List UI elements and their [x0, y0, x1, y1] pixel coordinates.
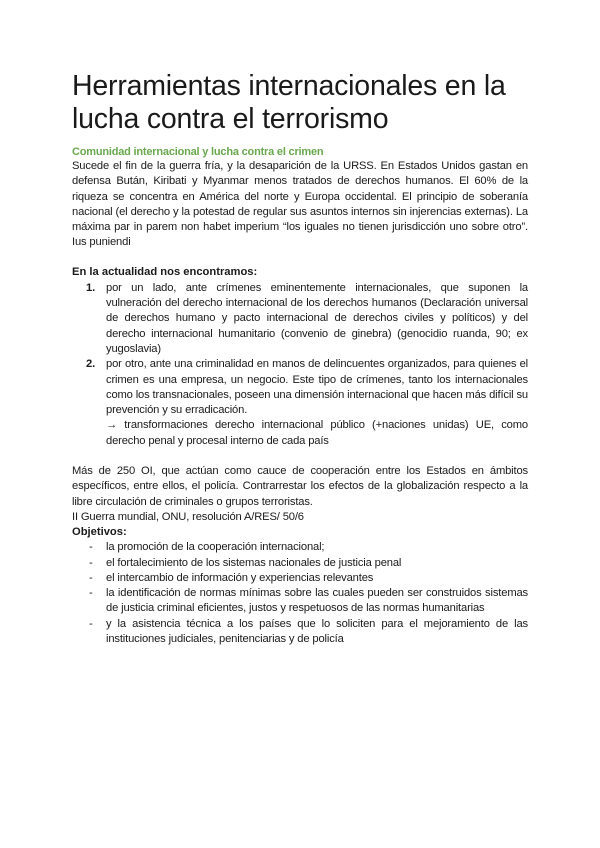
- objective-text: la identificación de normas mínimas sobre las cuales pueden ser construidos sistemas de justicia criminal eficientes, justos y respetuosos de las normas humanitarias: [106, 587, 528, 615]
- objective-item: [72, 556, 528, 571]
- objective-text: la promoción de la cooperación internacional;: [106, 541, 325, 554]
- current-heading: En la actualidad nos encontramos:: [72, 265, 258, 278]
- numbered-item-text: por un lado, ante crímenes eminentemente internacionales, que suponen la vulneración del derecho internacional de los derechos humanos (Declaración universal de derechos humano y pacto internacional de derechos civiles y políticos) y del derecho internacional humanitario (convenio de ginebra) (genocidio ruanda, 90; ex yugoslavia): [106, 281, 528, 355]
- numbered-list: [72, 281, 528, 449]
- numbered-item: [72, 357, 528, 449]
- oi-paragraph: Más de 250 OI, que actúan como cauce de cooperación entre los Estados en ámbitos específicos, entre ellos, el policía. Contrarrestar los efectos de la globalización respecto a la libre circulación de criminales o grupos terroristas.: [72, 465, 528, 508]
- objective-text: el intercambio de información y experiencias relevantes: [106, 571, 374, 584]
- numbered-item-marker: 1.: [86, 281, 96, 294]
- objective-item: [72, 617, 528, 648]
- document-title: Herramientas internacionales en la lucha contra el terrorismo: [72, 70, 506, 135]
- dash-marker: -: [89, 541, 93, 554]
- dash-marker: -: [89, 571, 93, 584]
- numbered-item-marker: 2.: [86, 358, 96, 371]
- objective-item: [72, 571, 528, 586]
- arrow-note: → transformaciones derecho internacional público (+naciones unidas) UE, como derecho penal y procesal interno de cada país: [106, 419, 528, 447]
- dash-marker: -: [89, 587, 93, 600]
- objective-text: el fortalecimiento de los sistemas nacionales de justicia penal: [106, 556, 402, 569]
- document-page: [72, 70, 528, 647]
- objectives-heading: Objetivos:: [72, 526, 127, 539]
- resolution-line: II Guerra mundial, ONU, resolución A/RES/ 50/6: [72, 510, 304, 523]
- objective-item: [72, 540, 528, 555]
- dash-marker: -: [89, 556, 93, 569]
- section-heading: Comunidad internacional y lucha contra el crimen: [72, 146, 324, 158]
- objective-text: y la asistencia técnica a los países que lo soliciten para el mejoramiento de las instituciones judiciales, penitenciarias y de policía: [106, 617, 528, 646]
- objectives-list: [72, 540, 528, 647]
- intro-paragraph: Sucede el fin de la guerra fría, y la desaparición de la URSS. En Estados Unidos gastan en defensa Bután, Kiribati y Myanmar menos tratados de derechos humanos. El 60% de la riqueza se concentra en América del norte y Europa occidental. El principio de soberanía nacional (el derecho y la potestad de regular sus asuntos internos sin injerencias externas). La máxima par in parem non habet imperium “los iguales no tienen jurisdicción uno sobre otro”. Ius puniendi: [72, 160, 528, 249]
- numbered-item: [72, 281, 528, 357]
- numbered-item-text: por otro, ante una criminalidad en manos de delincuentes organizados, para quienes el crimen es una empresa, un negocio. Este tipo de crímenes, tanto los internacionales como los transnacionales, poseen una dimensión internacional que hacen más difícil su prevención y su erradicación.: [106, 358, 528, 417]
- objective-item: [72, 586, 528, 617]
- dash-marker: -: [89, 617, 93, 630]
